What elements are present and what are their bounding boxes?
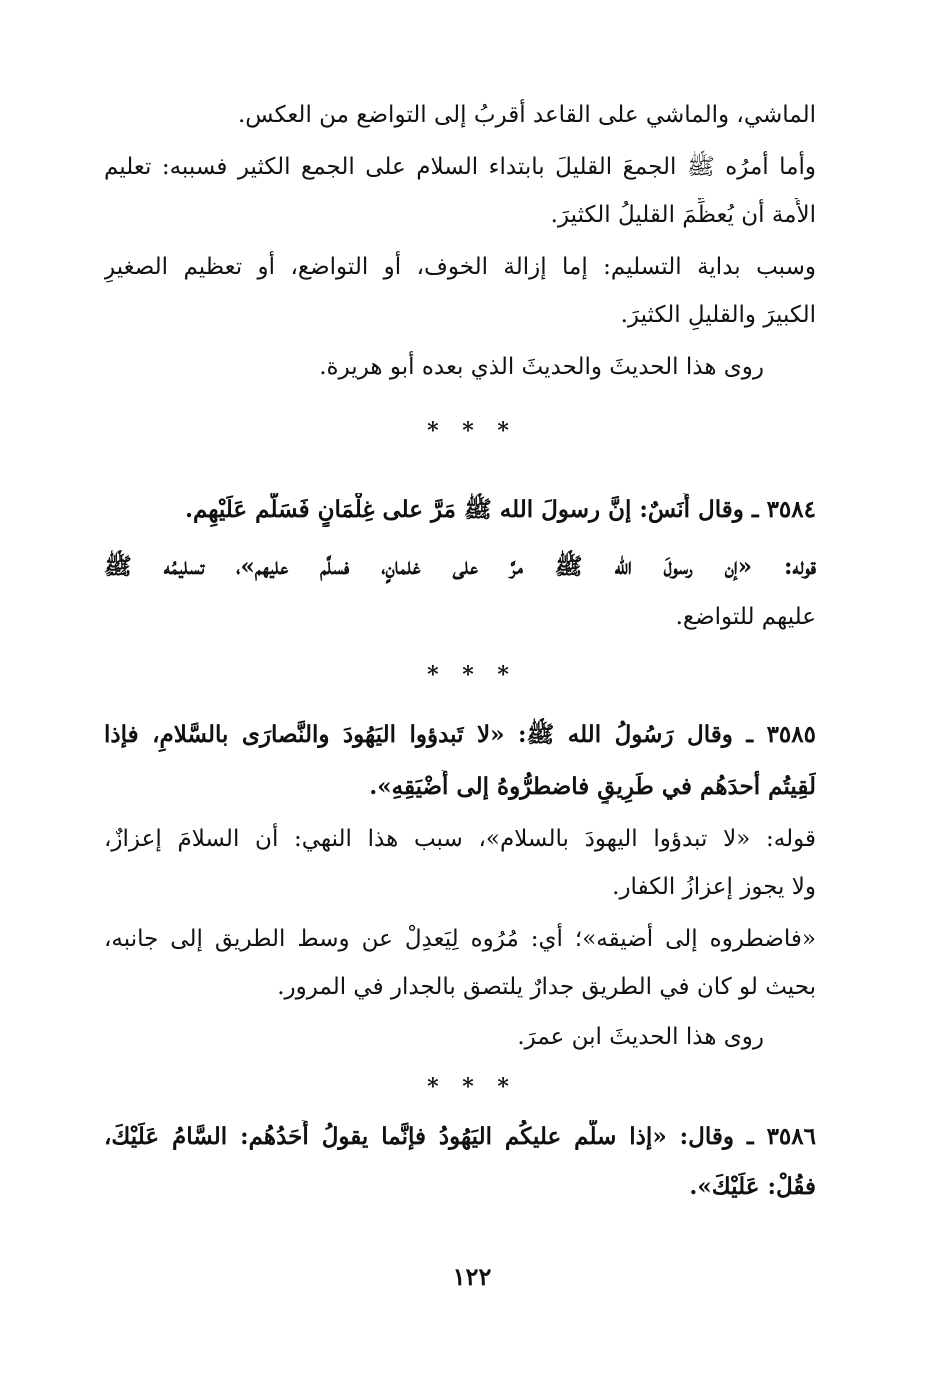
text-line: الأُمة أن يُعظِّمَ القليلُ الكثيرَ.: [550, 202, 816, 228]
hadith-heading: ٣٥٨٥ ـ وقال رَسُولُ الله ﷺ: «لا تَبدؤوا اليَهُودَ والنَّصارَى بالسَّلامِ، فإذا: [104, 721, 816, 748]
text-line: بحيث لو كان في الطريق جدارٌ يلتصق بالجدار في المرور.: [277, 974, 816, 1000]
text-line: روى هذا الحديثَ ابن عمرَ.: [517, 1024, 764, 1050]
text-line: روى هذا الحديثَ والحديثَ الذي بعده أبو هريرة.: [319, 354, 764, 380]
text-line: عليهم للتواضع.: [675, 604, 816, 630]
text-line: قوله: «إن رسولَ الله ﷺ مرَّ على غلمانٍ، فسلَّم عليهم»، تسليمُه ﷺ: [104, 553, 816, 580]
text-line: الكبيرَ والقليلِ الكثيرَ.: [620, 302, 816, 328]
section-separator: * * *: [427, 418, 517, 444]
text-line: الماشي، والماشي على القاعد أقربُ إلى التواضع من العكس.: [238, 102, 816, 128]
text-line: وسبب بداية التسليم: إما إزالة الخوف، أو التواضع، أو تعظيم الصغيرِ: [104, 254, 816, 280]
hadith-heading: ٣٥٨٦ ـ وقال: «إذا سلَّم عليكُم اليَهُودُ فإنَّما يقولُ أَحَدُهُم: السَّامُ عَلَيْكَ،: [104, 1123, 816, 1150]
text-line: وأما أمرُه ﷺ الجمعَ القليلَ بابتداء السلام على الجمع الكثير فسببه: تعليم: [104, 154, 816, 180]
page-number: ١٢٢: [452, 1262, 492, 1291]
text-line: ولا يجوز إعزازُ الكفار.: [612, 874, 816, 900]
section-separator: * * *: [427, 662, 517, 688]
text-line: قوله: «لا تبدؤوا اليهودَ بالسلام»، سبب هذا النهي: أن السلامَ إعزازٌ،: [104, 826, 816, 852]
section-separator: * * *: [427, 1074, 517, 1100]
text-line: لَقِيتُم أحدَهُم في طَرِيقٍ فاضطرُّوهُ إلى أَضْيَقِهِ».: [369, 773, 816, 800]
text-line: فقُلْ: عَلَيْكَ».: [689, 1173, 816, 1200]
text-line: «فاضطروه إلى أضيقه»؛ أي: مُرُوه لِيَعدِلْ عن وسط الطريق إلى جانبه،: [104, 926, 816, 952]
hadith-heading: ٣٥٨٤ ـ وقال أَنَسٌ: إنَّ رسولَ الله ﷺ مَرَّ على غِلْمَانٍ فَسَلَّم عَلَيْهِم.: [184, 496, 816, 523]
